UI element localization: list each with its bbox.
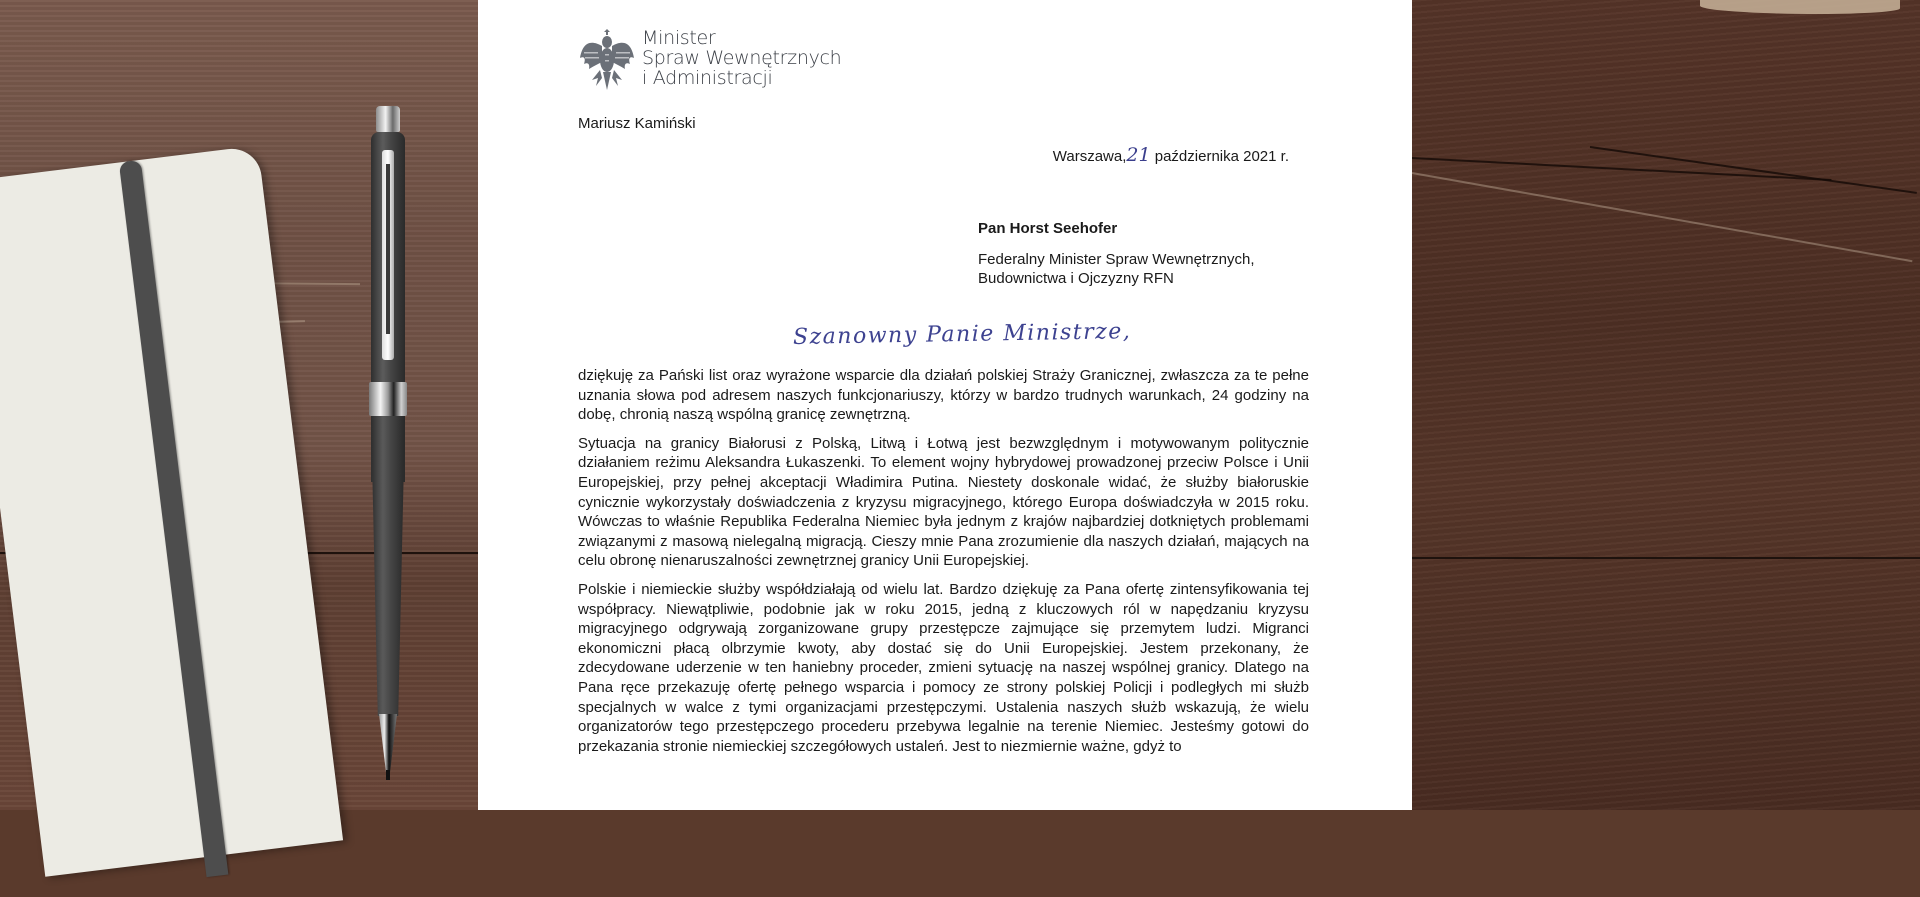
polish-eagle-icon: [578, 28, 636, 92]
recipient-block: [978, 219, 1255, 288]
letterhead: [578, 28, 841, 92]
letter-body: [578, 366, 1309, 765]
place-date: [1053, 144, 1289, 166]
desk-plank-seam: [1412, 557, 1920, 559]
paragraph: Polskie i niemieckie służby współdziałają od wielu lat. Bardzo dziękuję za Pana ofertę zintensyfikowania tej współpracy. Niewątpliwie, podobnie jak w roku 2015, jedną z kluczowych ról w napędzaniu kryzysu migracyjnego odgrywają zorganizowane grupy przestępcze zajmujące się przemytem ludzi. Migranci ekonomiczni płacą olbrzymie kwoty, aby dostać się do Unii Europejskiej. Jestem przekonany, że zdecydowane uderzenie w ten haniebny proceder, zmieni sytuację na naszej wspólnej granicy. Dlatego na Pana ręce przekazuję ofertę pełnego wsparcia i pomocy ze strony polskiej Policji i podległych mi służb specjalnych w walce z tymi organizacjami przestępczymi. Ustalenia naszych służb wskazują, że wielu organizatorów tego przestępczego procederu przebywa legalnie na terenie Niemiec. Jesteśmy gotowi do przekazania stronie niemieckiej szczegółowych ustaleń. Jest to niezmiernie ważne, gdyż to: [578, 580, 1309, 755]
handwritten-salutation: Szanowny Panie Ministrze,: [792, 319, 1132, 350]
sender-name: Mariusz Kamiński: [578, 115, 696, 132]
ministry-name: [642, 28, 841, 88]
paragraph: Sytuacja na granicy Białorusi z Polską, Litwą i Łotwą jest bezwzględnym i motywowanym politycznie działaniem reżimu Aleksandra Łukaszenki. To element wojny hybrydowej prowadzonej przeciw Polsce i Unii Europejskiej, przy pełnej akceptacji Władimira Putina. Niestety doskonale widać, że służby białoruskie cynicznie wykorzystały doświadczenia z kryzysu migracyjnego, którego Europa doświadczyła w 2015 roku. Wówczas to właśnie Republika Federalna Niemiec była jednym z krajów najbardziej dotkniętych problemami związanymi z masową nielegalną migracją. Cieszy mnie Pana zrozumienie dla naszych działań, mających na celu obronę nienaruszalności zewnętrznej granicy Unii Europejskiej.: [578, 434, 1309, 570]
place: Warszawa,: [1052, 148, 1127, 165]
pen-cap-top: [376, 106, 400, 132]
pen-tip: [379, 714, 397, 774]
ministry-line: Spraw Wewnętrznych: [642, 47, 842, 69]
pen-body: [371, 416, 405, 716]
paragraph: dziękuję za Pański list oraz wyrażone wsparcie dla działań polskiej Straży Granicznej, zwłaszcza za te pełne uznania słowa pod adresem naszych funkcjonariuszy, którzy w bardzo trudnych warunkach, 24 godziny na dobę, chronią naszą wspólną granicę zewnętrzną.: [578, 367, 1309, 424]
recipient-title: Federalny Minister Spraw Wewnętrznych,: [978, 251, 1255, 268]
wooden-desk-right: [1412, 0, 1920, 810]
ministry-line: i Administracji: [642, 67, 773, 89]
handwritten-day: 21: [1126, 144, 1151, 166]
ministry-line: Minister: [642, 27, 716, 49]
recipient-name: Pan Horst Seehofer: [978, 220, 1118, 237]
date-text: października 2021 r.: [1150, 148, 1289, 165]
recipient-title: Budownictwa i Ojczyzny RFN: [978, 270, 1174, 287]
pen-clip-slot: [386, 164, 390, 334]
ballpoint-pen: [362, 106, 414, 786]
notebook-elastic-band: [119, 160, 229, 877]
pen-point: [386, 770, 390, 780]
pen-ring: [369, 382, 407, 416]
letter-page: [478, 0, 1412, 810]
